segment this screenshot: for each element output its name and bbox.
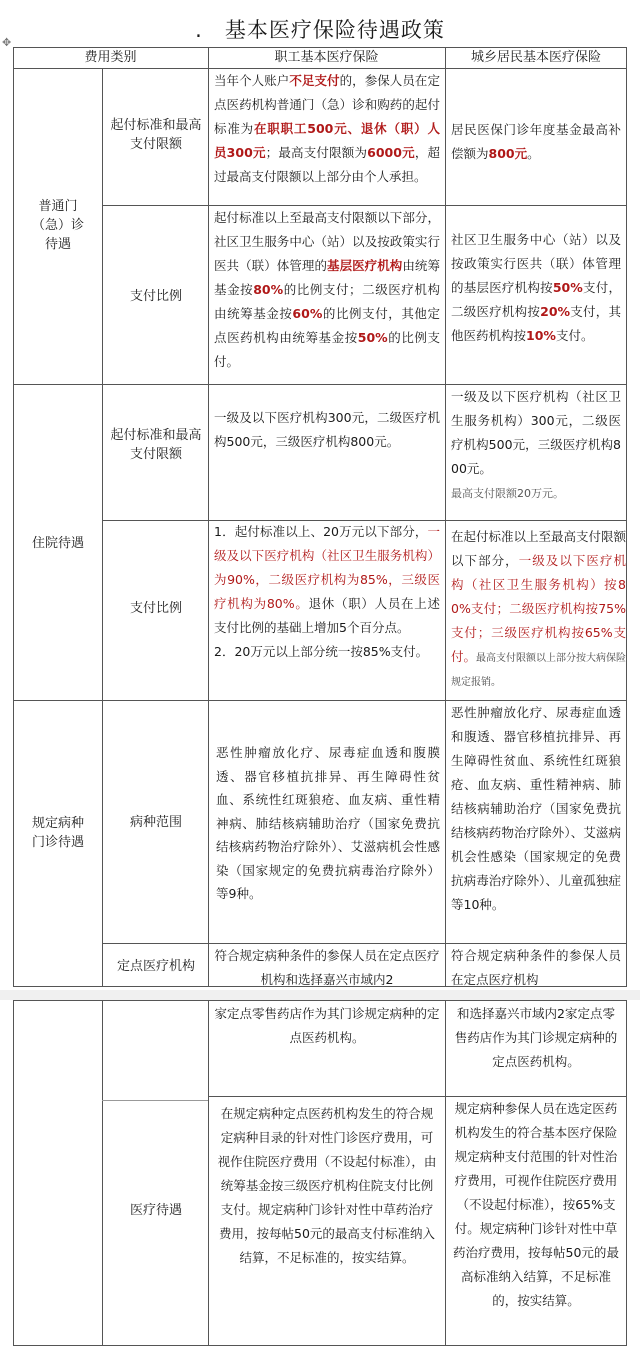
category-special: 规定病种门诊待遇 <box>31 816 84 850</box>
res-special-scope: 恶性肿瘤放化疗、尿毒症血透和腹透、器官移植抗排异、再生障碍性贫血、系统性红斑狼疮、血友病、重性精神病、肺结核病辅助治疗（国家免费抗结核病药物治疗除外）、艾滋病机会性感染（国家规定的免费抗病毒治疗除外）、儿童孤独症等10种。 <box>451 705 621 912</box>
page-gap <box>0 990 640 1000</box>
sub-special-treatment: 医疗待遇 <box>129 1202 182 1218</box>
emp-special-fixed-b: 家定点零售药店作为其门诊规定病种的定点医药机构。 <box>214 1006 440 1045</box>
page-title <box>0 14 640 44</box>
sub-special-fixed: 定点医疗机构 <box>116 958 195 974</box>
header-employee: 职工基本医疗保险 <box>274 50 379 65</box>
emp-inpatient-ratio: 1．起付标准以上、20万元以下部分，一级及以下医疗机构（社区卫生服务机构）为90%，二级医疗机构为85%，三级医疗机构为80%。退休（职）人员在上述支付比例的基础上增加5个百分点。 2．20万元以上部分统一按85%支付。 <box>214 524 440 659</box>
res-outpatient-threshold: 居民医保门诊年度基金最高补偿额为800元。 <box>451 122 621 161</box>
sub-outpatient-ratio: 支付比例 <box>129 288 182 304</box>
res-special-fixed-b: 和选择嘉兴市域内2家定点零售药店作为其门诊规定病种的定点医药机构。 <box>454 1006 618 1069</box>
title-text: 基本医疗保险待遇政策 <box>224 18 445 42</box>
res-special-treatment: 规定病种参保人员在选定医药机构发生的符合基本医疗保险规定病种支付范围的针对性治疗费用，可视作住院医疗费用（不设起付标准），按65%支付。规定病种门诊针对性中草药治疗费用，按每帖50元的最高标准纳入结算，不足标准的，按实结算。 <box>453 1101 619 1308</box>
emp-inpatient-threshold: 一级及以下医疗机构300元，二级医疗机构500元，三级医疗机构800元。 <box>214 410 440 449</box>
res-outpatient-ratio: 社区卫生服务中心（站）以及按政策实行医共（联）体管理的基层医疗机构按50%支付，二级医疗机构按20%支付，其他医药机构按10%支付。 <box>451 232 621 343</box>
header-resident: 城乡居民基本医疗保险 <box>470 50 601 65</box>
emp-outpatient-threshold: 当年个人账户不足支付的，参保人员在定点医药机构普通门（急）诊和购药的起付标准为在职职工500元、退休（职）人员300元；最高支付限额为6000元，超过最高支付限额以上部分由个人承担。 <box>214 73 440 184</box>
sub-inpatient-ratio: 支付比例 <box>129 600 182 616</box>
emp-special-treatment: 在规定病种定点医药机构发生的符合规定病种目录的针对性门诊医疗费用，可视作住院医疗费用（不设起付标准），由统筹基金按三级医疗机构住院支付比例支付。规定病种门诊针对性中草药治疗费用，按每帖50元的最高支付标准纳入结算，不足标准的，按实结算。 <box>217 1106 437 1265</box>
res-special-fixed-a: 符合规定病种条件的参保人员在定点医疗机构 <box>451 948 621 987</box>
sub-outpatient-threshold: 起付标准和最高支付限额 <box>110 118 202 152</box>
category-outpatient: 普通门（急）诊待遇 <box>31 198 84 252</box>
category-inpatient: 住院待遇 <box>31 535 84 551</box>
header-category: 费用类别 <box>84 50 137 65</box>
sub-inpatient-threshold: 起付标准和最高支付限额 <box>110 428 202 462</box>
emp-special-scope: 恶性肿瘤放化疗、尿毒症血透和腹膜透、器官移植抗排异、再生障碍性贫血、系统性红斑狼疮、血友病、重性精神病、肺结核病辅助治疗（国家免费抗结核病药物治疗除外）、艾滋病机会性感染（国家规定的免费抗病毒治疗除外）等9种。 <box>216 745 440 901</box>
emp-special-fixed-a: 符合规定病种条件的参保人员在定点医疗机构和选择嘉兴市域内2 <box>214 948 440 987</box>
table-move-handle-icon[interactable]: ✥ <box>2 36 12 49</box>
sub-special-scope: 病种范围 <box>129 814 182 830</box>
res-inpatient-ratio: 在起付标准以上至最高支付限额以下部分，一级及以下医疗机构（社区卫生服务机构）按80%支付；二级医疗机构按75%支付；三级医疗机构按65%支付。最高支付限额以上部分按大病保险规定报销。 <box>451 529 627 688</box>
title-dot: . <box>195 18 203 42</box>
emp-outpatient-ratio: 起付标准以上至最高支付限额以下部分，社区卫生服务中心（站）以及按政策实行医共（联）体管理的基层医疗机构由统筹基金按80%的比例支付；二级医疗机构由统筹基金按60%的比例支付，其他定点医药机构由统筹基金按50%的比例支付。 <box>214 210 440 369</box>
res-inpatient-threshold: 一级及以下医疗机构（社区卫生服务机构）300元，二级医疗机构500元，三级医疗机构800元。 最高支付限额20万元。 <box>451 389 621 500</box>
